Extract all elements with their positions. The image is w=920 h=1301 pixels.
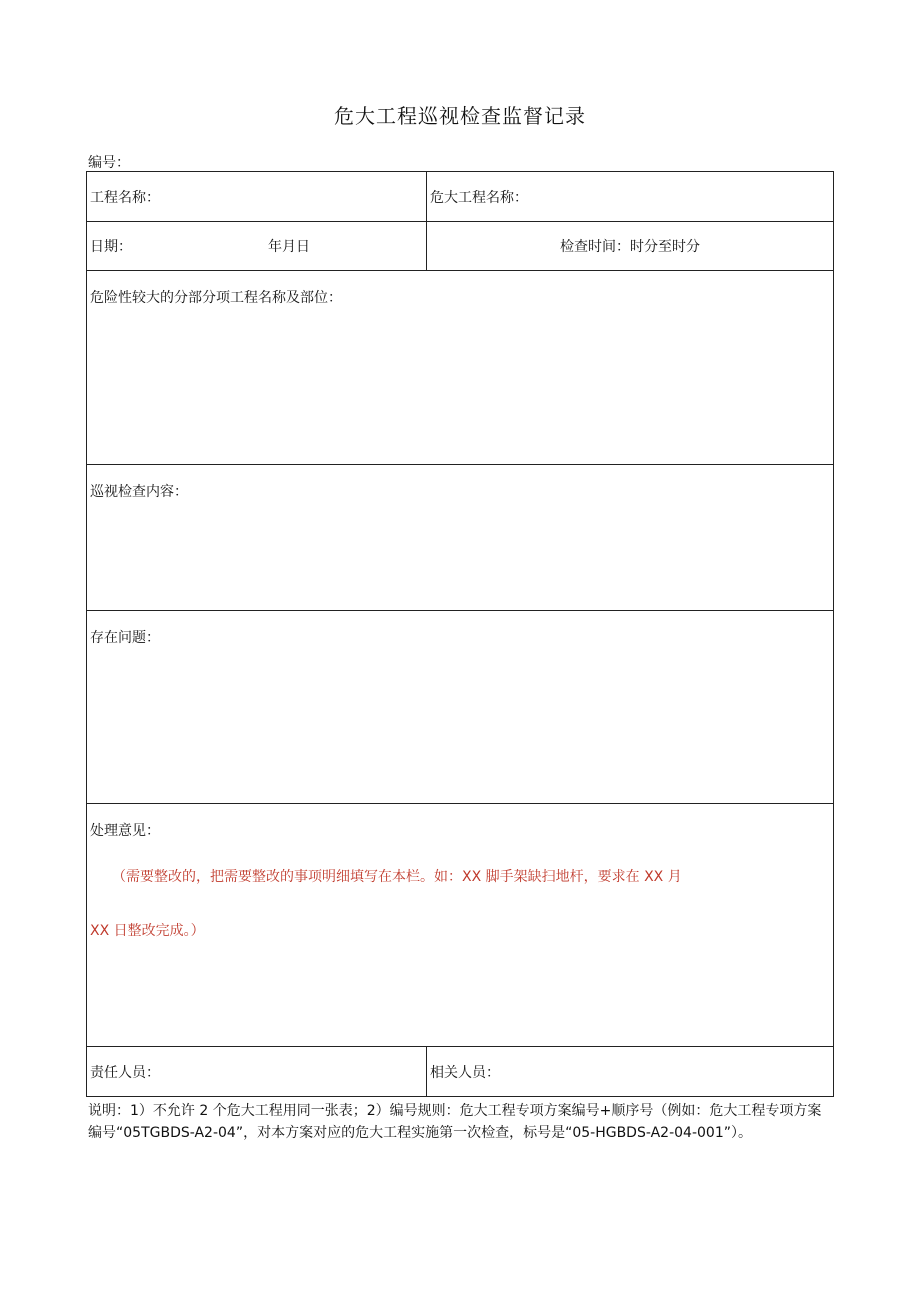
subproject-row	[87, 271, 834, 465]
date-cell[interactable]	[87, 222, 427, 271]
opinion-note-line1: （需要整改的，把需要整改的事项明细填写在本栏。如：XX 脚手架缺扫地杆，要求在 XX 月	[112, 869, 682, 885]
opinion-label: 处理意见：	[90, 823, 160, 839]
serial-number-label: 编号：	[88, 155, 130, 171]
problems-row	[87, 611, 834, 804]
opinion-note-line2: XX 日整改完成。）	[90, 923, 205, 939]
subproject-cell[interactable]	[87, 271, 834, 465]
opinion-row	[87, 804, 834, 1047]
problems-cell[interactable]	[87, 611, 834, 804]
major-project-name-label: 危大工程名称：	[430, 189, 528, 206]
related-cell[interactable]	[427, 1047, 834, 1097]
related-label: 相关人员：	[430, 1064, 500, 1081]
personnel-row	[87, 1047, 834, 1097]
project-name-row	[87, 172, 834, 222]
footer-explanation: 说明：1）不允许 2 个危大工程用同一张表；2）编号规则：危大工程专项方案编号+顺序号（例如：危大工程专项方案编号“05TGBDS-A2-04”，对本方案对应的危大工程实施第一次检查，标号是“05-HGBDS-A2-04-001”）。	[88, 1103, 822, 1141]
page-title: 危大工程巡视检查监督记录	[334, 104, 586, 128]
date-time-row	[87, 222, 834, 271]
date-label: 日期：	[90, 239, 132, 255]
inspection-time-cell[interactable]	[427, 222, 834, 271]
date-value: 年月日	[268, 239, 310, 255]
opinion-cell[interactable]	[87, 804, 834, 1047]
major-project-name-cell[interactable]	[427, 172, 834, 222]
inspection-form-table	[86, 171, 834, 1097]
project-name-cell[interactable]	[87, 172, 427, 222]
inspection-content-cell[interactable]	[87, 465, 834, 611]
subproject-label: 危险性较大的分部分项工程名称及部位：	[90, 290, 342, 306]
responsible-cell[interactable]	[87, 1047, 427, 1097]
inspection-content-row	[87, 465, 834, 611]
problems-label: 存在问题：	[90, 630, 160, 646]
project-name-label: 工程名称：	[90, 189, 160, 206]
responsible-label: 责任人员：	[90, 1064, 160, 1081]
inspection-time-label: 检查时间：时分至时分	[560, 239, 700, 255]
inspection-content-label: 巡视检查内容：	[90, 484, 188, 500]
